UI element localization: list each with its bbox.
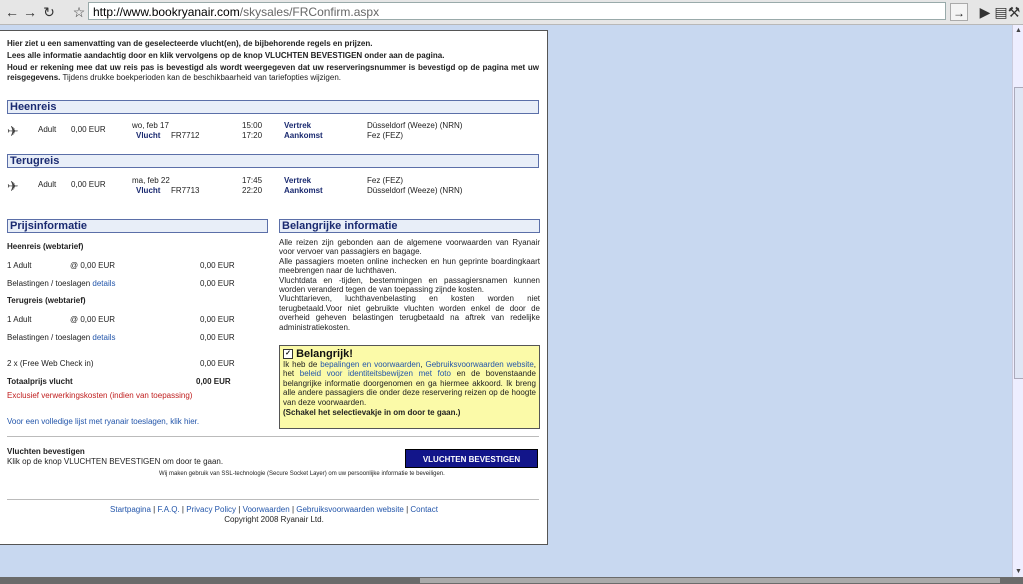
- outbound-dep-label: Vertrek: [284, 121, 312, 130]
- photo-id-policy-link[interactable]: beleid voor identiteitsbewijzen met foto: [299, 369, 451, 379]
- outbound-header: Heenreis: [7, 100, 539, 114]
- return-dep-time: 17:45: [242, 176, 263, 185]
- warning-text-2: ,: [420, 360, 426, 369]
- play-icon[interactable]: ▶: [979, 4, 991, 20]
- scroll-down-icon[interactable]: ▼: [1015, 568, 1022, 575]
- pricing-return-title: Terugreis (webtarief): [7, 296, 86, 305]
- pricing-outbound-pax: 1 Adult: [7, 261, 32, 270]
- divider: [7, 499, 539, 500]
- warning-text-1: Ik heb de: [283, 360, 321, 369]
- footer-link-privacy[interactable]: Privacy Policy: [186, 505, 237, 514]
- important-info-text: [279, 238, 540, 332]
- intro-text: [7, 39, 539, 85]
- website-terms-link[interactable]: Gebruiksvoorwaarden website: [425, 360, 534, 369]
- fees-list-link[interactable]: Voor een volledige lijst met ryanair toeslagen, klik hier.: [7, 417, 200, 426]
- return-tax-details-link[interactable]: details: [92, 333, 116, 342]
- wrench-icon[interactable]: ⚒: [1007, 4, 1021, 20]
- pricing-total-amount: 0,00 EUR: [196, 377, 231, 386]
- divider: [7, 436, 539, 437]
- outbound-tax-details-link[interactable]: details: [92, 279, 116, 288]
- important-info-p1: Alle reizen zijn gebonden aan de algemene voorwaarden van Ryanair voor vervoer van passagiers en bagage.: [279, 238, 540, 257]
- return-date: ma, feb 22: [132, 176, 170, 185]
- tax-label: Belastingen / toeslagen: [7, 333, 91, 342]
- return-flight-number: FR7713: [171, 186, 200, 195]
- footer: [0, 505, 548, 525]
- pricing-total-label: Totaalprijs vlucht: [7, 377, 73, 386]
- footer-link-home[interactable]: Startpagina: [110, 505, 151, 514]
- pricing-return-tax-amount: 0,00 EUR: [200, 333, 235, 342]
- intro-line-3-bold: Houd er rekening mee dat uw reis pas is bevestigd als wordt weergegeven dat uw reserveringsnummer is bevestigd op de pagina met uw reisgegevens.: [7, 63, 539, 82]
- return-flight-row: [7, 176, 539, 198]
- outbound-pax: Adult: [38, 125, 57, 134]
- airplane-icon: ✈: [7, 178, 19, 194]
- pricing-checkin-label: 2 x (Free Web Check in): [7, 359, 94, 368]
- outbound-price: 0,00 EUR: [71, 125, 106, 134]
- terms-warning-box: [279, 345, 540, 429]
- return-arr-time: 22:20: [242, 186, 263, 195]
- return-flight-label: Vlucht: [136, 186, 161, 195]
- browser-toolbar: [0, 0, 1023, 25]
- footer-links: Startpagina | F.A.Q. | Privacy Policy | Voorwaarden | Gebruiksvoorwaarden website | Contact: [110, 505, 438, 514]
- copyright: Copyright 2008 Ryanair Ltd.: [224, 515, 324, 524]
- outbound-flight-label: Vlucht: [136, 131, 161, 140]
- return-arr-label: Aankomst: [284, 186, 323, 195]
- outbound-arr-place: Fez (FEZ): [367, 131, 403, 140]
- horizontal-scrollbar[interactable]: [0, 577, 1023, 584]
- page-content: [0, 30, 548, 545]
- back-arrow-icon[interactable]: ←: [5, 4, 19, 20]
- intro-line-1: Hier ziet u een samenvatting van de geselecteerde vlucht(en), de bijbehorende regels en prijzen.: [7, 39, 373, 48]
- confirm-flights-button[interactable]: VLUCHTEN BEVESTIGEN: [405, 449, 538, 468]
- pricing-return-tax: [7, 333, 116, 342]
- pricing-header: Prijsinformatie: [7, 219, 268, 233]
- reload-icon[interactable]: ↻: [43, 4, 55, 20]
- important-info-p4: Vluchttarieven, luchthavenbelasting en kosten worden niet terugbetaald.Voor niet gebruikte vluchten worden enkel de door de overheid geheven belastingen terugbetaald na aftrek van redelijke administratiekosten.: [279, 294, 540, 332]
- return-dep-label: Vertrek: [284, 176, 312, 185]
- warning-checkbox-note: (Schakel het selectievakje in om door te gaan.): [283, 408, 461, 418]
- outbound-flight-row: [7, 121, 539, 143]
- tax-label: Belastingen / toeslagen: [7, 279, 91, 288]
- pricing-checkin-amount: 0,00 EUR: [200, 359, 235, 368]
- vertical-scrollbar[interactable]: [1012, 25, 1023, 577]
- outbound-dep-time: 15:00: [242, 121, 263, 130]
- footer-link-faq[interactable]: F.A.Q.: [157, 505, 180, 514]
- pricing-return-amount: 0,00 EUR: [200, 315, 235, 324]
- forward-arrow-icon[interactable]: →: [23, 4, 37, 20]
- go-button[interactable]: →: [950, 3, 968, 21]
- pricing-outbound-title: Heenreis (webtarief): [7, 242, 84, 251]
- outbound-arr-time: 17:20: [242, 131, 263, 140]
- intro-line-3: [7, 63, 539, 83]
- warning-text-3: , het: [283, 360, 536, 379]
- return-price: 0,00 EUR: [71, 180, 106, 189]
- confirm-title: Vluchten bevestigen: [7, 447, 85, 456]
- return-arr-place: Düsseldorf (Weeze) (NRN): [367, 186, 463, 195]
- page-menu-icon[interactable]: ▤: [994, 4, 1008, 20]
- footer-link-contact[interactable]: Contact: [410, 505, 438, 514]
- scrollbar-thumb[interactable]: [1014, 87, 1023, 379]
- pricing-outbound-tax: [7, 279, 116, 288]
- intro-line-2: Lees alle informatie aandachtig door en klik vervolgens op de knop VLUCHTEN BEVESTIGEN onder aan de pagina.: [7, 51, 445, 60]
- important-info-p3: Vluchtdata en -tijden, bestemmingen en passagiersnamen kunnen worden veranderd tegen de van toepassing zijnde kosten.: [279, 275, 540, 295]
- footer-link-website-terms[interactable]: Gebruiksvoorwaarden website: [296, 505, 404, 514]
- airplane-icon: ✈: [7, 123, 19, 139]
- pricing-return-at: @ 0,00 EUR: [70, 315, 116, 324]
- terms-conditions-link[interactable]: bepalingen en voorwaarden: [320, 360, 421, 369]
- return-dep-place: Fez (FEZ): [367, 176, 403, 185]
- warning-text-4: en de bovenstaande belangrijke informatie doorgenomen en ga hiermee akkoord. Ik breng alle andere passagiers die onder deze reservering reizen op de hoogte van deze voorwaarden.: [283, 369, 536, 407]
- horizontal-scrollbar-thumb[interactable]: [420, 578, 1000, 583]
- important-info-header: Belangrijke informatie: [279, 219, 540, 233]
- outbound-dep-place: Düsseldorf (Weeze) (NRN): [367, 121, 463, 130]
- warning-title-row: [283, 348, 536, 360]
- terms-checkbox[interactable]: ✓: [283, 349, 293, 359]
- return-header: Terugreis: [7, 154, 539, 168]
- pricing-exclusion-note: Exclusief verwerkingskosten (indien van toepassing): [7, 391, 193, 400]
- pricing-return-pax: 1 Adult: [7, 315, 32, 324]
- address-bar[interactable]: [88, 2, 946, 20]
- scroll-up-icon[interactable]: ▲: [1015, 27, 1022, 34]
- pricing-outbound-amount: 0,00 EUR: [200, 261, 235, 270]
- return-pax: Adult: [38, 180, 57, 189]
- star-bookmark-icon[interactable]: ☆: [72, 4, 86, 20]
- pricing-outbound-at: @ 0,00 EUR: [70, 261, 116, 270]
- intro-line-3-rest: Tijdens drukke boekperioden kan de beschikbaarheid van tariefopties wijzigen.: [60, 73, 341, 82]
- important-info-p2: Alle passagiers moeten online inchecken en hun geprinte boardingkaart meebrengen naar de luchthaven.: [279, 256, 540, 276]
- pricing-outbound-tax-amount: 0,00 EUR: [200, 279, 235, 288]
- confirm-description: Klik op de knop VLUCHTEN BEVESTIGEN om door te gaan.: [7, 457, 224, 466]
- warning-title: Belangrijk!: [296, 348, 353, 360]
- url-host: http://www.bookryanair.com: [93, 5, 240, 19]
- ssl-note: Wij maken gebruik van SSL-technologie (Secure Socket Layer) om uw persoonlijke informatie te beveiligen.: [159, 471, 445, 477]
- warning-text: [283, 360, 536, 407]
- outbound-flight-number: FR7712: [171, 131, 200, 140]
- outbound-arr-label: Aankomst: [284, 131, 323, 140]
- outbound-date: wo, feb 17: [132, 121, 169, 130]
- url-path: /skysales/FRConfirm.aspx: [239, 5, 380, 19]
- footer-link-terms[interactable]: Voorwaarden: [242, 505, 290, 514]
